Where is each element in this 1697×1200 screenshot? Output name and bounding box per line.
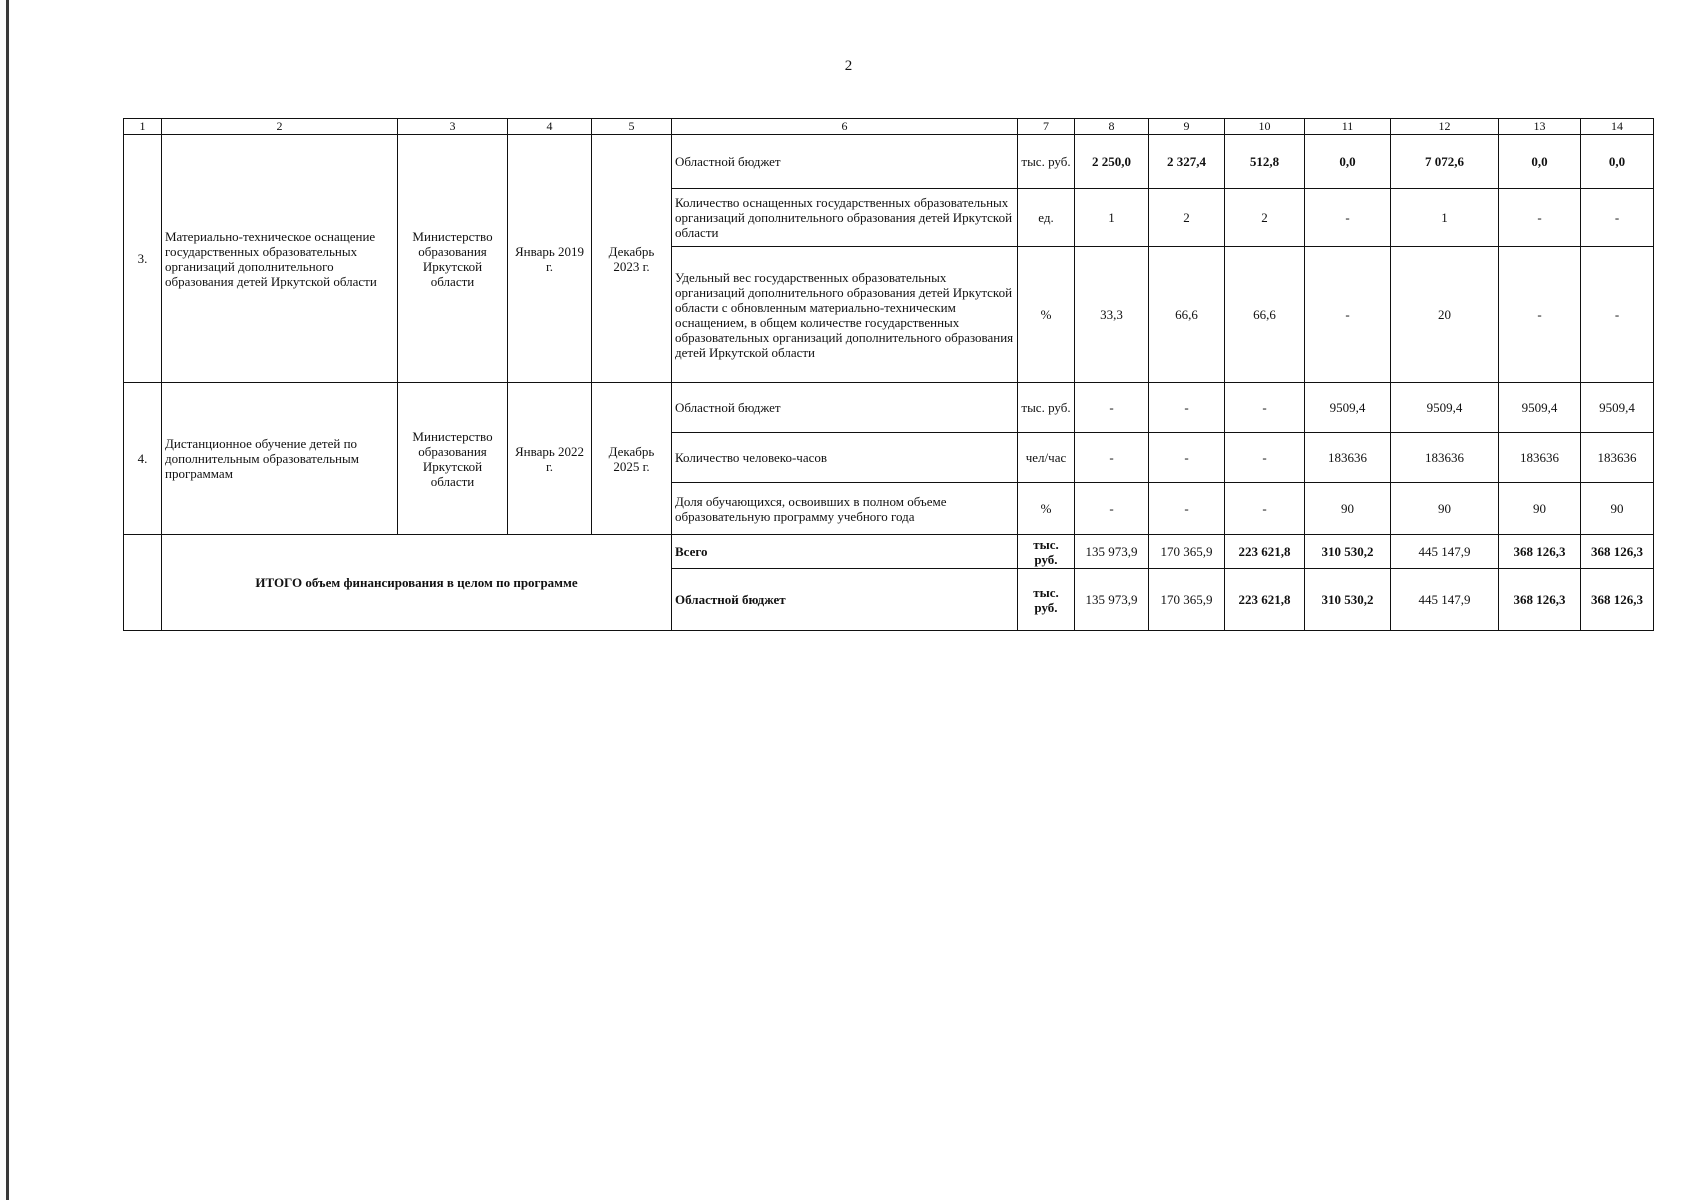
value-cell: 9509,4 bbox=[1581, 383, 1654, 433]
total-line-name: Всего bbox=[672, 535, 1018, 569]
col-header: 2 bbox=[162, 119, 398, 135]
value-cell: 135 973,9 bbox=[1075, 569, 1149, 631]
indicator-name: Количество оснащенных государственных образовательных организаций дополнительного образования детей Иркутской области bbox=[672, 189, 1018, 247]
total-line-unit: тыс. руб. bbox=[1018, 535, 1075, 569]
value-cell: 183636 bbox=[1305, 433, 1391, 483]
total-row bbox=[124, 535, 1654, 569]
value-cell: 66,6 bbox=[1149, 247, 1225, 383]
value-cell: 90 bbox=[1499, 483, 1581, 535]
executor: Министерство образования Иркутской области bbox=[398, 383, 508, 535]
value-cell: 7 072,6 bbox=[1391, 135, 1499, 189]
col-header: 14 bbox=[1581, 119, 1654, 135]
col-header: 13 bbox=[1499, 119, 1581, 135]
col-header: 1 bbox=[124, 119, 162, 135]
value-cell: - bbox=[1149, 483, 1225, 535]
value-cell: 1 bbox=[1075, 189, 1149, 247]
end-date: Декабрь 2025 г. bbox=[592, 383, 672, 535]
indicator-name: Удельный вес государственных образовательных организаций дополнительного образования детей Иркутской области с обновленным материально-техническим оснащением, в общем количестве государственных образовательных организаций дополнительного образования детей Иркутской области bbox=[672, 247, 1018, 383]
value-cell: - bbox=[1305, 247, 1391, 383]
value-cell: 33,3 bbox=[1075, 247, 1149, 383]
row-number: 3. bbox=[124, 135, 162, 383]
value-cell: 368 126,3 bbox=[1499, 569, 1581, 631]
value-cell: - bbox=[1225, 383, 1305, 433]
value-cell: 0,0 bbox=[1581, 135, 1654, 189]
value-cell: 0,0 bbox=[1305, 135, 1391, 189]
value-cell: 2 250,0 bbox=[1075, 135, 1149, 189]
value-cell: 1 bbox=[1391, 189, 1499, 247]
indicator-name: Количество человеко-часов bbox=[672, 433, 1018, 483]
col-header: 8 bbox=[1075, 119, 1149, 135]
value-cell: 90 bbox=[1305, 483, 1391, 535]
value-cell: - bbox=[1581, 189, 1654, 247]
event-name: Материально-техническое оснащение государственных образовательных организаций дополнительного образования детей Иркутской области bbox=[162, 135, 398, 383]
value-cell: 66,6 bbox=[1225, 247, 1305, 383]
col-header: 5 bbox=[592, 119, 672, 135]
value-cell: 2 bbox=[1149, 189, 1225, 247]
value-cell: 183636 bbox=[1391, 433, 1499, 483]
event-name: Дистанционное обучение детей по дополнительным образовательным программам bbox=[162, 383, 398, 535]
value-cell: - bbox=[1499, 189, 1581, 247]
indicator-unit: ед. bbox=[1018, 189, 1075, 247]
col-header: 3 bbox=[398, 119, 508, 135]
indicator-name: Доля обучающихся, освоивших в полном объеме образовательную программу учебного года bbox=[672, 483, 1018, 535]
value-cell: 183636 bbox=[1581, 433, 1654, 483]
total-line-unit: тыс. руб. bbox=[1018, 569, 1075, 631]
value-cell: 310 530,2 bbox=[1305, 569, 1391, 631]
value-cell: 9509,4 bbox=[1391, 383, 1499, 433]
value-cell: 9509,4 bbox=[1499, 383, 1581, 433]
value-cell: - bbox=[1075, 433, 1149, 483]
total-empty-cell bbox=[124, 535, 162, 631]
value-cell: 368 126,3 bbox=[1581, 569, 1654, 631]
value-cell: - bbox=[1075, 383, 1149, 433]
indicator-unit: тыс. руб. bbox=[1018, 383, 1075, 433]
value-cell: 445 147,9 bbox=[1391, 535, 1499, 569]
value-cell: 170 365,9 bbox=[1149, 535, 1225, 569]
indicator-unit: чел/час bbox=[1018, 433, 1075, 483]
value-cell: 9509,4 bbox=[1305, 383, 1391, 433]
value-cell: 368 126,3 bbox=[1581, 535, 1654, 569]
value-cell: - bbox=[1149, 383, 1225, 433]
value-cell: - bbox=[1305, 189, 1391, 247]
value-cell: 183636 bbox=[1499, 433, 1581, 483]
start-date: Январь 2019 г. bbox=[508, 135, 592, 383]
table-row bbox=[124, 383, 1654, 433]
value-cell: 223 621,8 bbox=[1225, 569, 1305, 631]
value-cell: - bbox=[1225, 433, 1305, 483]
indicator-unit: % bbox=[1018, 247, 1075, 383]
total-line-name: Областной бюджет bbox=[672, 569, 1018, 631]
col-header: 9 bbox=[1149, 119, 1225, 135]
value-cell: - bbox=[1581, 247, 1654, 383]
value-cell: 170 365,9 bbox=[1149, 569, 1225, 631]
value-cell: 90 bbox=[1581, 483, 1654, 535]
column-number-row bbox=[124, 119, 1654, 135]
col-header: 7 bbox=[1018, 119, 1075, 135]
scan-left-edge bbox=[6, 0, 9, 1200]
value-cell: 2 bbox=[1225, 189, 1305, 247]
value-cell: 0,0 bbox=[1499, 135, 1581, 189]
indicator-unit: % bbox=[1018, 483, 1075, 535]
value-cell: - bbox=[1075, 483, 1149, 535]
row-number: 4. bbox=[124, 383, 162, 535]
col-header: 6 bbox=[672, 119, 1018, 135]
value-cell: - bbox=[1149, 433, 1225, 483]
indicator-unit: тыс. руб. bbox=[1018, 135, 1075, 189]
value-cell: - bbox=[1225, 483, 1305, 535]
start-date: Январь 2022 г. bbox=[508, 383, 592, 535]
indicator-name: Областной бюджет bbox=[672, 135, 1018, 189]
value-cell: 512,8 bbox=[1225, 135, 1305, 189]
end-date: Декабрь 2023 г. bbox=[592, 135, 672, 383]
col-header: 10 bbox=[1225, 119, 1305, 135]
col-header: 12 bbox=[1391, 119, 1499, 135]
col-header: 11 bbox=[1305, 119, 1391, 135]
value-cell: 2 327,4 bbox=[1149, 135, 1225, 189]
value-cell: 135 973,9 bbox=[1075, 535, 1149, 569]
table-row bbox=[124, 135, 1654, 189]
value-cell: 90 bbox=[1391, 483, 1499, 535]
indicator-name: Областной бюджет bbox=[672, 383, 1018, 433]
value-cell: - bbox=[1499, 247, 1581, 383]
total-label: ИТОГО объем финансирования в целом по программе bbox=[162, 535, 672, 631]
value-cell: 20 bbox=[1391, 247, 1499, 383]
col-header: 4 bbox=[508, 119, 592, 135]
value-cell: 445 147,9 bbox=[1391, 569, 1499, 631]
value-cell: 223 621,8 bbox=[1225, 535, 1305, 569]
executor: Министерство образования Иркутской области bbox=[398, 135, 508, 383]
page-number: 2 bbox=[844, 58, 853, 74]
value-cell: 368 126,3 bbox=[1499, 535, 1581, 569]
value-cell: 310 530,2 bbox=[1305, 535, 1391, 569]
program-activities-table bbox=[123, 118, 1654, 631]
